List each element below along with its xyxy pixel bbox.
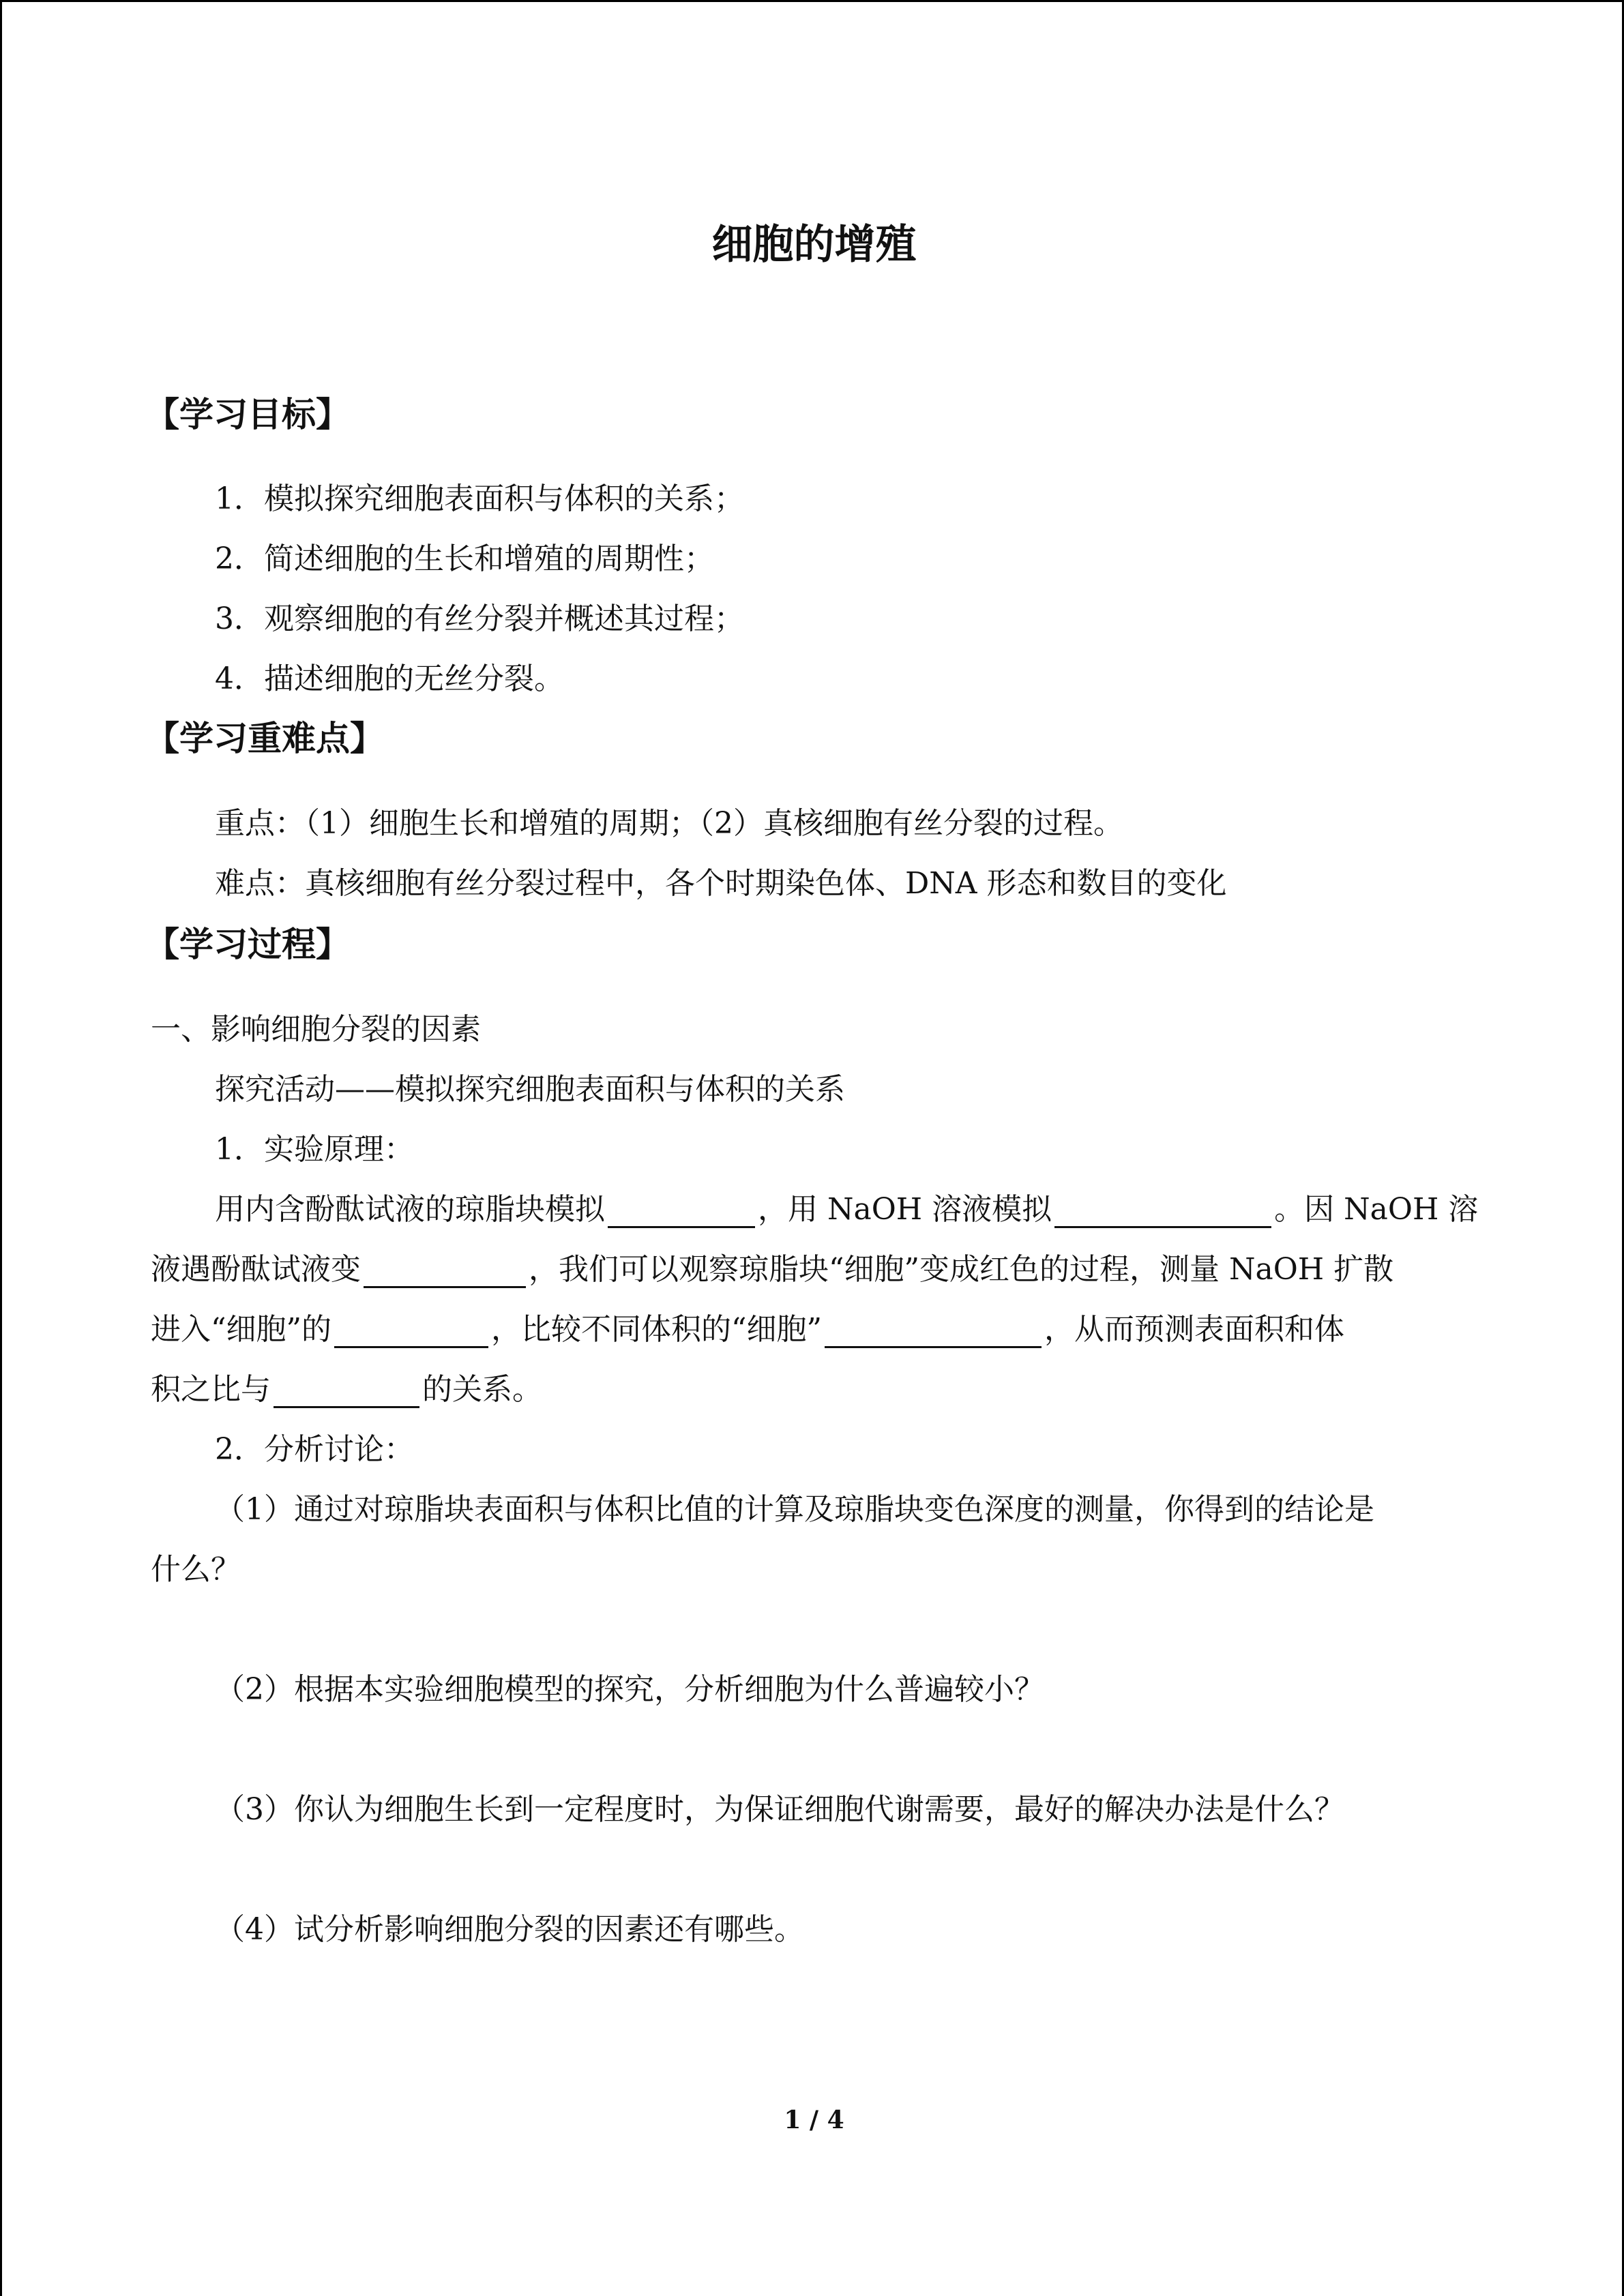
principle-text: 进入“细胞”的 [151, 1312, 331, 1347]
fill-blank-1[interactable] [608, 1192, 755, 1228]
principle-text: 。因 NaOH 溶 [1274, 1192, 1479, 1227]
principle-text: ，从而预测表面积和体 [1044, 1312, 1344, 1347]
principle-line-3 [151, 1304, 1344, 1348]
question-1-cont: 什么？ [151, 1552, 241, 1587]
goal-item-4: 4．描述细胞的无丝分裂。 [215, 661, 564, 696]
question-3: （3）你认为细胞生长到一定程度时，为保证细胞代谢需要，最好的解决办法是什么？ [215, 1792, 1344, 1827]
discussion-label: 2．分析讨论： [215, 1432, 414, 1467]
question-1: （1）通过对琼脂块表面积与体积比值的计算及琼脂块变色深度的测量，你得到的结论是 [215, 1492, 1374, 1527]
process-heading: 【学习过程】 [145, 924, 350, 964]
goals-heading: 【学习目标】 [145, 394, 350, 434]
question-4: （4）试分析影响细胞分裂的因素还有哪些。 [215, 1912, 804, 1947]
keypoints-heading: 【学习重难点】 [145, 718, 384, 758]
goal-item-3: 3．观察细胞的有丝分裂并概述其过程； [215, 601, 744, 636]
principle-text: 的关系。 [422, 1372, 542, 1407]
fill-blank-3[interactable] [364, 1252, 526, 1288]
page-number: 1 / 4 [784, 2106, 844, 2134]
difficult-point: 难点：真核细胞有丝分裂过程中，各个时期染色体、DNA 形态和数目的变化 [215, 866, 1227, 901]
principle-text: 积之比与 [151, 1372, 271, 1407]
principle-label: 1．实验原理： [215, 1132, 414, 1167]
fill-blank-4[interactable] [334, 1312, 488, 1348]
page-title: 细胞的增殖 [711, 221, 917, 269]
question-2: （2）根据本实验细胞模型的探究，分析细胞为什么普遍较小？ [215, 1672, 1044, 1707]
goal-item-2: 2．简述细胞的生长和增殖的周期性； [215, 541, 714, 576]
key-point: 重点：（1）细胞生长和增殖的周期；（2）真核细胞有丝分裂的过程。 [215, 806, 1123, 841]
fill-blank-6[interactable] [274, 1372, 419, 1408]
principle-text: ，比较不同体积的“细胞” [491, 1312, 822, 1347]
fill-blank-2[interactable] [1054, 1192, 1271, 1228]
goal-item-1: 1．模拟探究细胞表面积与体积的关系； [215, 481, 744, 516]
fill-blank-5[interactable] [825, 1312, 1042, 1348]
principle-line-2 [151, 1244, 1393, 1288]
principle-text: 液遇酚酞试液变 [151, 1252, 361, 1287]
principle-line-1 [215, 1184, 1478, 1228]
principle-text: ，我们可以观察琼脂块“细胞”变成红色的过程，测量 NaOH 扩散 [529, 1252, 1394, 1287]
principle-line-4 [151, 1365, 542, 1408]
principle-text: 用内含酚酞试液的琼脂块模拟 [215, 1192, 605, 1227]
activity-title: 探究活动——模拟探究细胞表面积与体积的关系 [215, 1072, 845, 1107]
part1-title: 一、影响细胞分裂的因素 [151, 1012, 481, 1047]
principle-text: ，用 NaOH 溶液模拟 [758, 1192, 1052, 1227]
